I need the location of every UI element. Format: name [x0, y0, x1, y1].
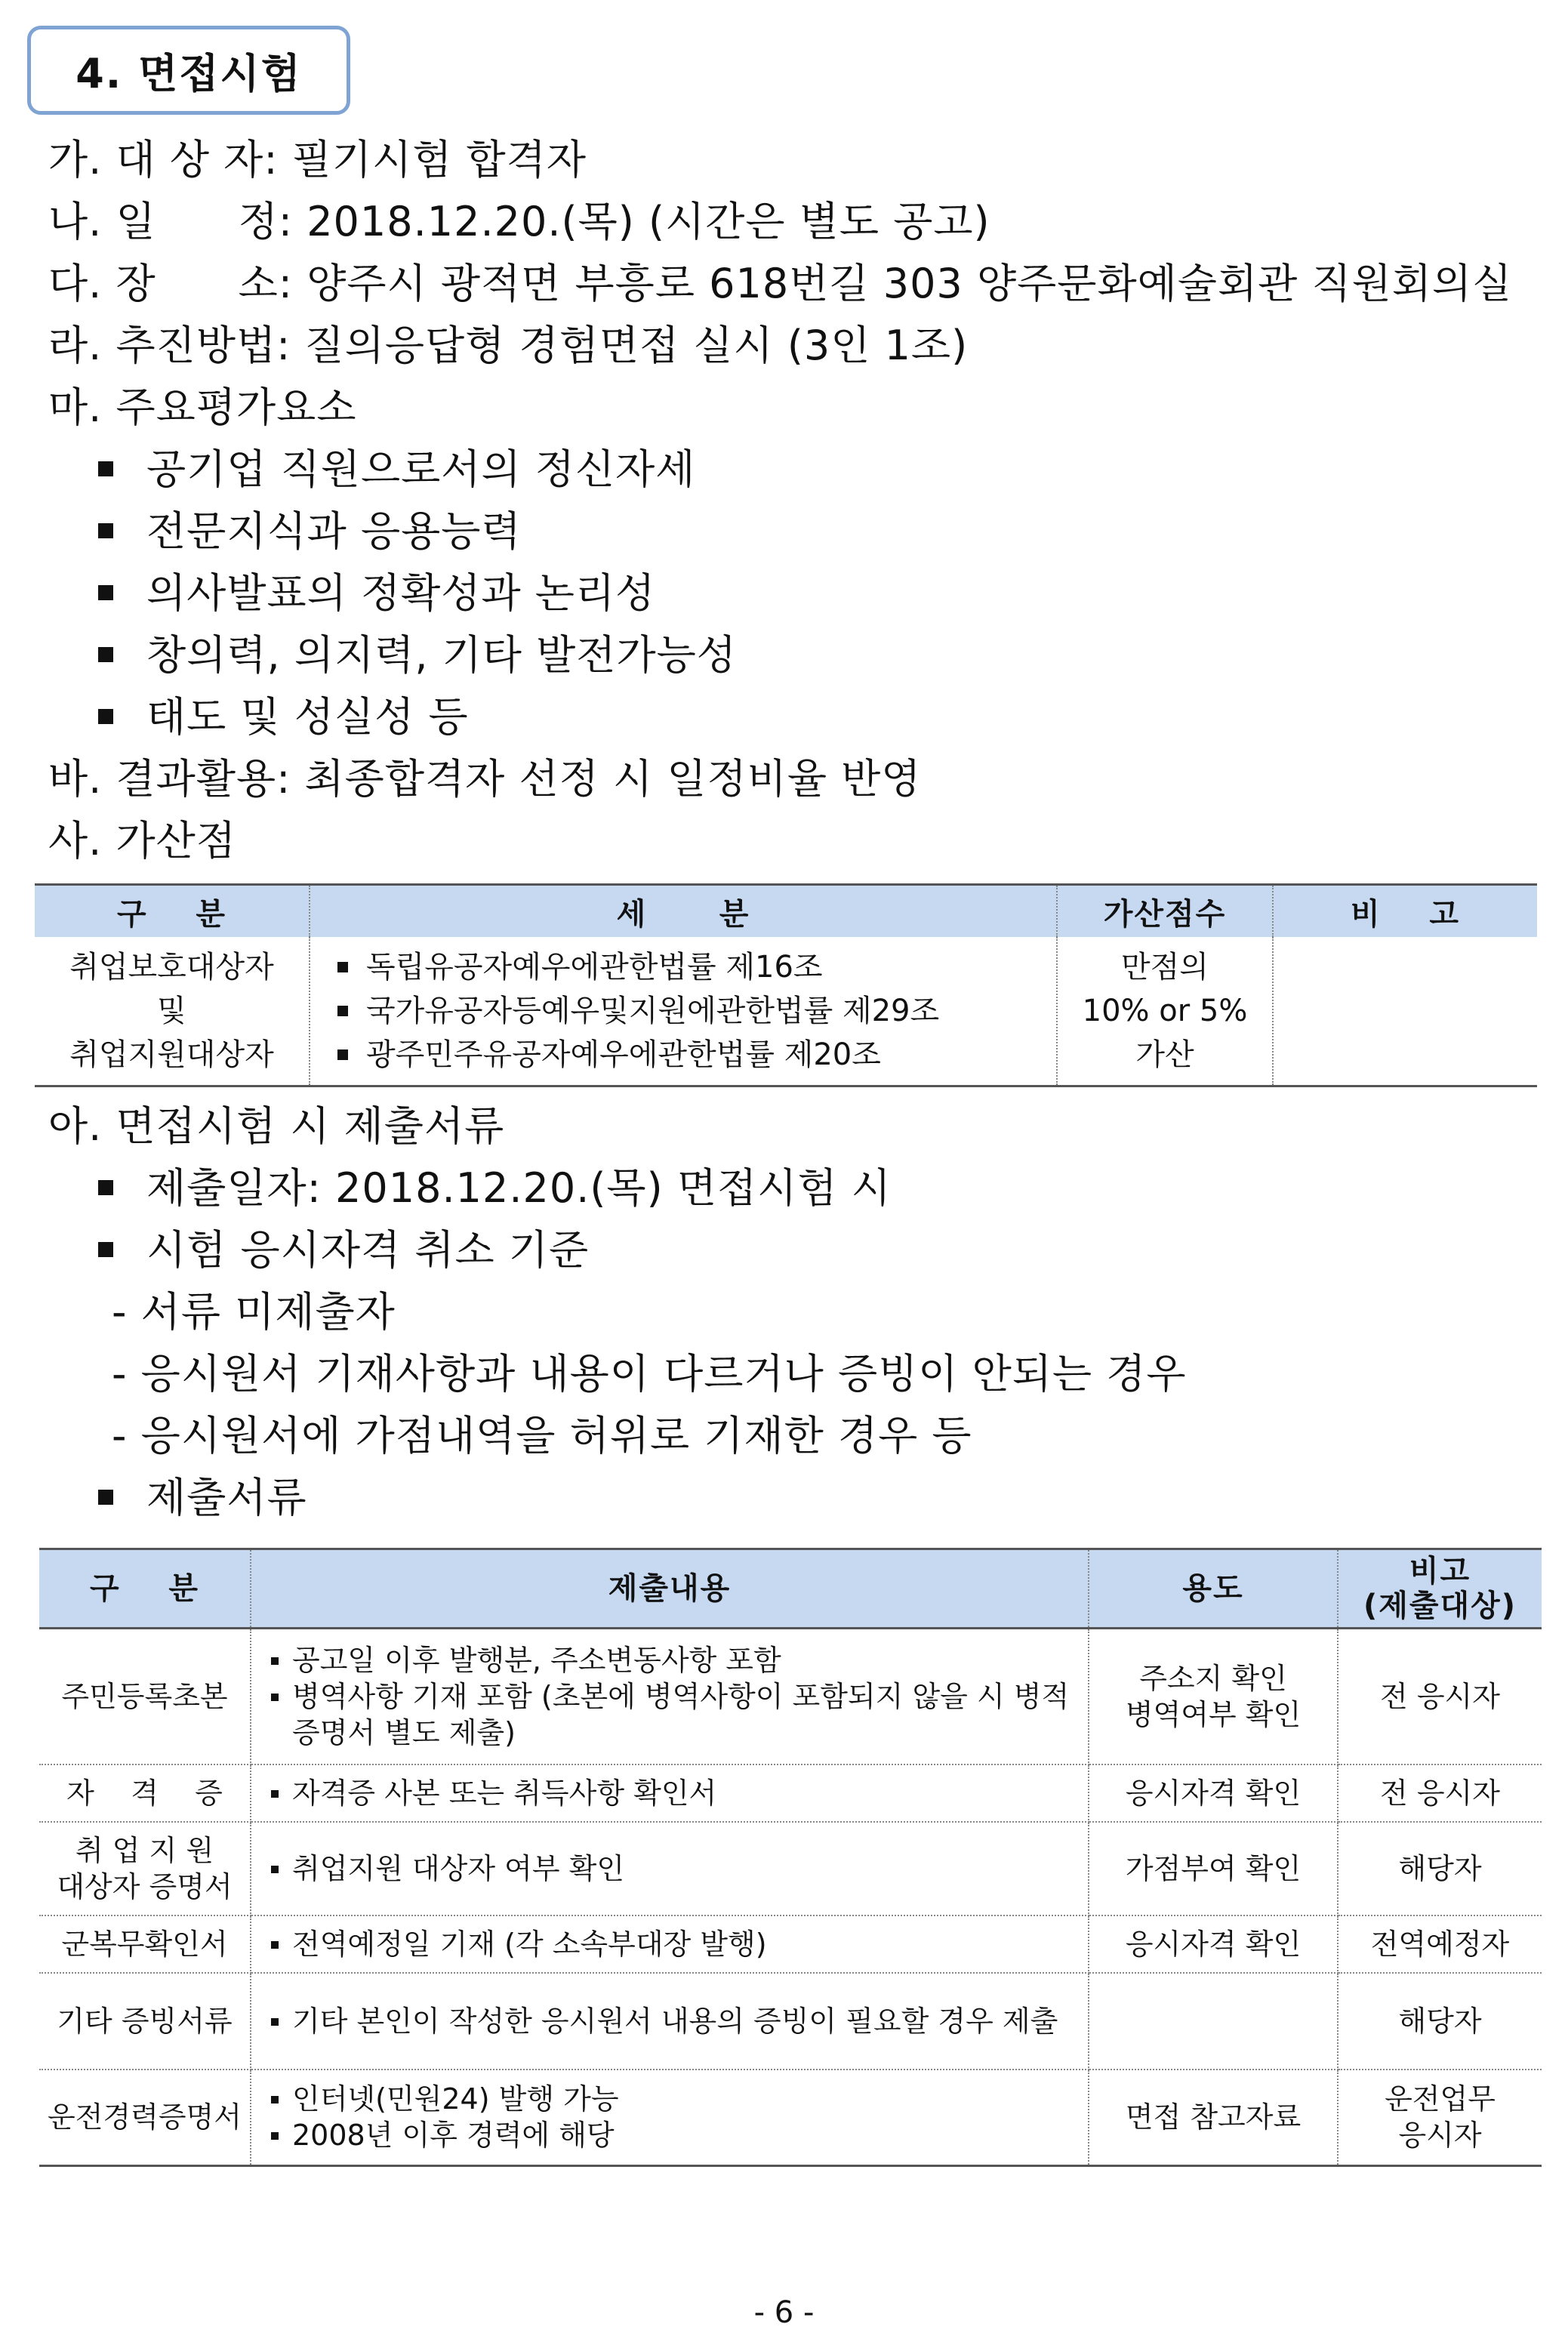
square-bullet-icon: [98, 1180, 113, 1195]
table-row: [39, 1764, 1542, 1822]
doc-usage: 면접 참고자료: [1089, 2070, 1338, 2166]
header-category: 구 분: [39, 1549, 251, 1629]
list-item: 광주민주유공자예우에관한법률 제20조: [325, 1033, 1056, 1077]
bonus-details: [310, 937, 1057, 1086]
item-bonus: 사. 가산점: [48, 817, 236, 865]
bonus-table-header: [35, 885, 1537, 938]
header-note: 비고 (제출대상): [1338, 1549, 1542, 1629]
criteria-item: 공기업 직원으로서의 정신자세: [98, 439, 695, 500]
doc-note: 해당자: [1338, 1973, 1542, 2070]
doc-content: [251, 1822, 1089, 1915]
table-row: [35, 937, 1537, 1086]
doc-category: 군복무확인서: [39, 1915, 251, 1973]
table-row: [39, 1915, 1542, 1973]
square-bullet-icon: [98, 647, 113, 662]
doc-content: [251, 1764, 1089, 1822]
table-row: [39, 1629, 1542, 1764]
item-method: 라. 추진방법: 질의응답형 경험면접 실시 (3인 1조): [48, 322, 969, 369]
doc-usage: [1089, 1973, 1338, 2070]
square-bullet-icon: [98, 523, 113, 538]
doc-content: [251, 1973, 1089, 2070]
bonus-table: [35, 883, 1537, 1087]
documents-table-header: [39, 1549, 1542, 1629]
criteria-item: 전문지식과 응용능력: [98, 501, 522, 562]
documents-table: [39, 1548, 1542, 2167]
item-documents: 아. 면접시험 시 제출서류: [48, 1102, 505, 1150]
doc-usage: 응시자격 확인: [1089, 1915, 1338, 1973]
header-score: 가산점수: [1057, 885, 1273, 938]
doc-usage: 가점부여 확인: [1089, 1822, 1338, 1915]
doc-category: 취 업 지 원 대상자 증명서: [39, 1822, 251, 1915]
doc-content: [251, 2070, 1089, 2166]
item-schedule: 나. 일 정: 2018.12.20.(목) (시간은 별도 공고): [48, 198, 990, 245]
doc-usage: 응시자격 확인: [1089, 1764, 1338, 1822]
header-usage: 용도: [1089, 1549, 1338, 1629]
list-item: 2008년 이후 경력에 해당: [266, 2117, 1088, 2153]
doc-category: 기타 증빙서류: [39, 1973, 251, 2070]
dash-item: - 응시원서에 가점내역을 허위로 기재한 경우 등: [112, 1412, 972, 1459]
list-item: 독립유공자예우에관한법률 제16조: [325, 945, 1056, 989]
doc-category: 자 격 증: [39, 1764, 251, 1822]
item-result-use: 바. 결과활용: 최종합격자 선정 시 일정비율 반영: [48, 755, 922, 803]
square-bullet-icon: [98, 1490, 113, 1505]
doc-note: 전 응시자: [1338, 1629, 1542, 1764]
square-bullet-icon: [98, 585, 113, 600]
doc-note: 해당자: [1338, 1822, 1542, 1915]
header-content: 제출내용: [251, 1549, 1089, 1629]
list-item: 공고일 이후 발행분, 주소변동사항 포함: [266, 1642, 1088, 1678]
dash-item: - 서류 미제출자: [112, 1288, 396, 1336]
bonus-note: [1273, 937, 1537, 1086]
doc-content: [251, 1915, 1089, 1973]
page-number: - 6 -: [753, 2295, 815, 2330]
table-row: [39, 1973, 1542, 2070]
header-note: 비 고: [1273, 885, 1537, 938]
section-heading: 4. 면접시험: [27, 26, 350, 115]
documents-label: 제출서류: [98, 1468, 307, 1528]
list-item: 자격증 사본 또는 취득사항 확인서: [266, 1775, 1088, 1811]
header-detail: 세 분: [310, 885, 1057, 938]
list-item: 전역예정일 기재 (각 소속부대장 발행): [266, 1926, 1088, 1962]
header-category: 구 분: [35, 885, 310, 938]
square-bullet-icon: [98, 1242, 113, 1257]
item-criteria: 마. 주요평가요소: [48, 384, 357, 431]
square-bullet-icon: [98, 709, 113, 724]
square-bullet-icon: [98, 461, 113, 476]
criteria-item: 태도 및 성실성 등: [98, 687, 469, 747]
submission-date: 제출일자: 2018.12.20.(목) 면접시험 시: [98, 1158, 892, 1219]
criteria-item: 의사발표의 정확성과 논리성: [98, 563, 655, 624]
item-target: 가. 대 상 자: 필기시험 합격자: [48, 136, 587, 183]
table-row: [39, 1822, 1542, 1915]
doc-note: 전 응시자: [1338, 1764, 1542, 1822]
list-item: 기타 본인이 작성한 응시원서 내용의 증빙이 필요할 경우 제출: [266, 2003, 1088, 2039]
item-place: 다. 장 소: 양주시 광적면 부흥로 618번길 303 양주문화예술회관 직원회의실: [48, 260, 1513, 307]
list-item: 취업지원 대상자 여부 확인: [266, 1851, 1088, 1887]
doc-note: 운전업무 응시자: [1385, 2082, 1496, 2153]
doc-note: 전역예정자: [1338, 1915, 1542, 1973]
doc-content: [251, 1629, 1089, 1764]
disqualification-criteria: 시험 응시자격 취소 기준: [98, 1220, 589, 1281]
bonus-score: 만점의 10% or 5% 가산: [1057, 937, 1273, 1086]
dash-item: - 응시원서 기재사항과 내용이 다르거나 증빙이 안되는 경우: [112, 1350, 1187, 1398]
table-row: [39, 2070, 1542, 2166]
criteria-item: 창의력, 의지력, 기타 발전가능성: [98, 625, 737, 686]
list-item: 국가유공자등예우및지원에관한법률 제29조: [325, 989, 1056, 1033]
list-item: 인터넷(민원24) 발행 가능: [266, 2081, 1088, 2117]
doc-usage: 주소지 확인 병역여부 확인: [1089, 1629, 1338, 1764]
list-item: 병역사항 기재 포함 (초본에 병역사항이 포함되지 않을 시 병적증명서 별도 제출): [266, 1678, 1088, 1751]
doc-category: 주민등록초본: [39, 1629, 251, 1764]
bonus-category: 취업보호대상자 및 취업지원대상자: [35, 937, 310, 1086]
doc-category: 운전경력증명서: [39, 2070, 251, 2166]
